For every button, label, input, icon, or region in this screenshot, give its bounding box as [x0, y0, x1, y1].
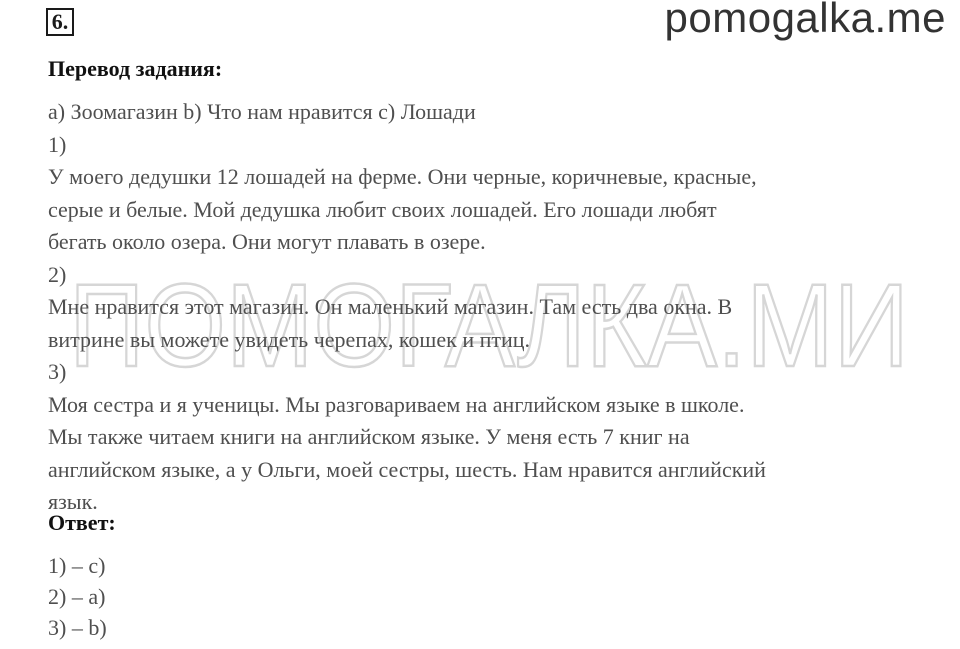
task-number-badge: 6.: [46, 8, 74, 36]
text-line: 2): [48, 261, 67, 287]
text-line: бегать около озера. Они могут плавать в озере.: [48, 229, 486, 254]
text-line: 3): [48, 359, 67, 384]
answer-item: 2) – a): [48, 584, 106, 609]
translation-heading: Перевод задания:: [48, 56, 223, 81]
answer-item: 1) – c): [48, 553, 106, 578]
watermark-text: ПОМОГАЛКА.МИ: [69, 262, 909, 382]
site-logo[interactable]: pomogalka.me: [664, 0, 946, 41]
text-line: серые и белые. Мой дедушка любит своих лошадей. Его лошади любят: [48, 196, 717, 222]
text-line: Мне нравится этот магазин. Он маленький магазин. Там есть два окна. В: [48, 294, 733, 319]
answer-heading: Ответ:: [48, 510, 116, 535]
text-line: a) Зоомагазин b) Что нам нравится c) Лошади: [48, 99, 476, 124]
text-line: английском языке, а у Ольги, моей сестры, шесть. Нам нравится английский: [48, 456, 766, 482]
text-line: язык.: [48, 489, 98, 514]
text-line: витрине вы можете увидеть черепах, кошек и птиц.: [48, 326, 531, 352]
text-line: У моего дедушки 12 лошадей на ферме. Они черные, коричневые, красные,: [48, 164, 757, 189]
text-line: Моя сестра и я ученицы. Мы разговариваем на английском языке в школе.: [48, 391, 745, 417]
answer-item: 3) – b): [48, 615, 107, 640]
text-line: Мы также читаем книги на английском языке. У меня есть 7 книг на: [48, 424, 690, 449]
answer-list: [48, 550, 107, 643]
text-line: 1): [48, 131, 67, 157]
translation-text: [48, 96, 928, 519]
